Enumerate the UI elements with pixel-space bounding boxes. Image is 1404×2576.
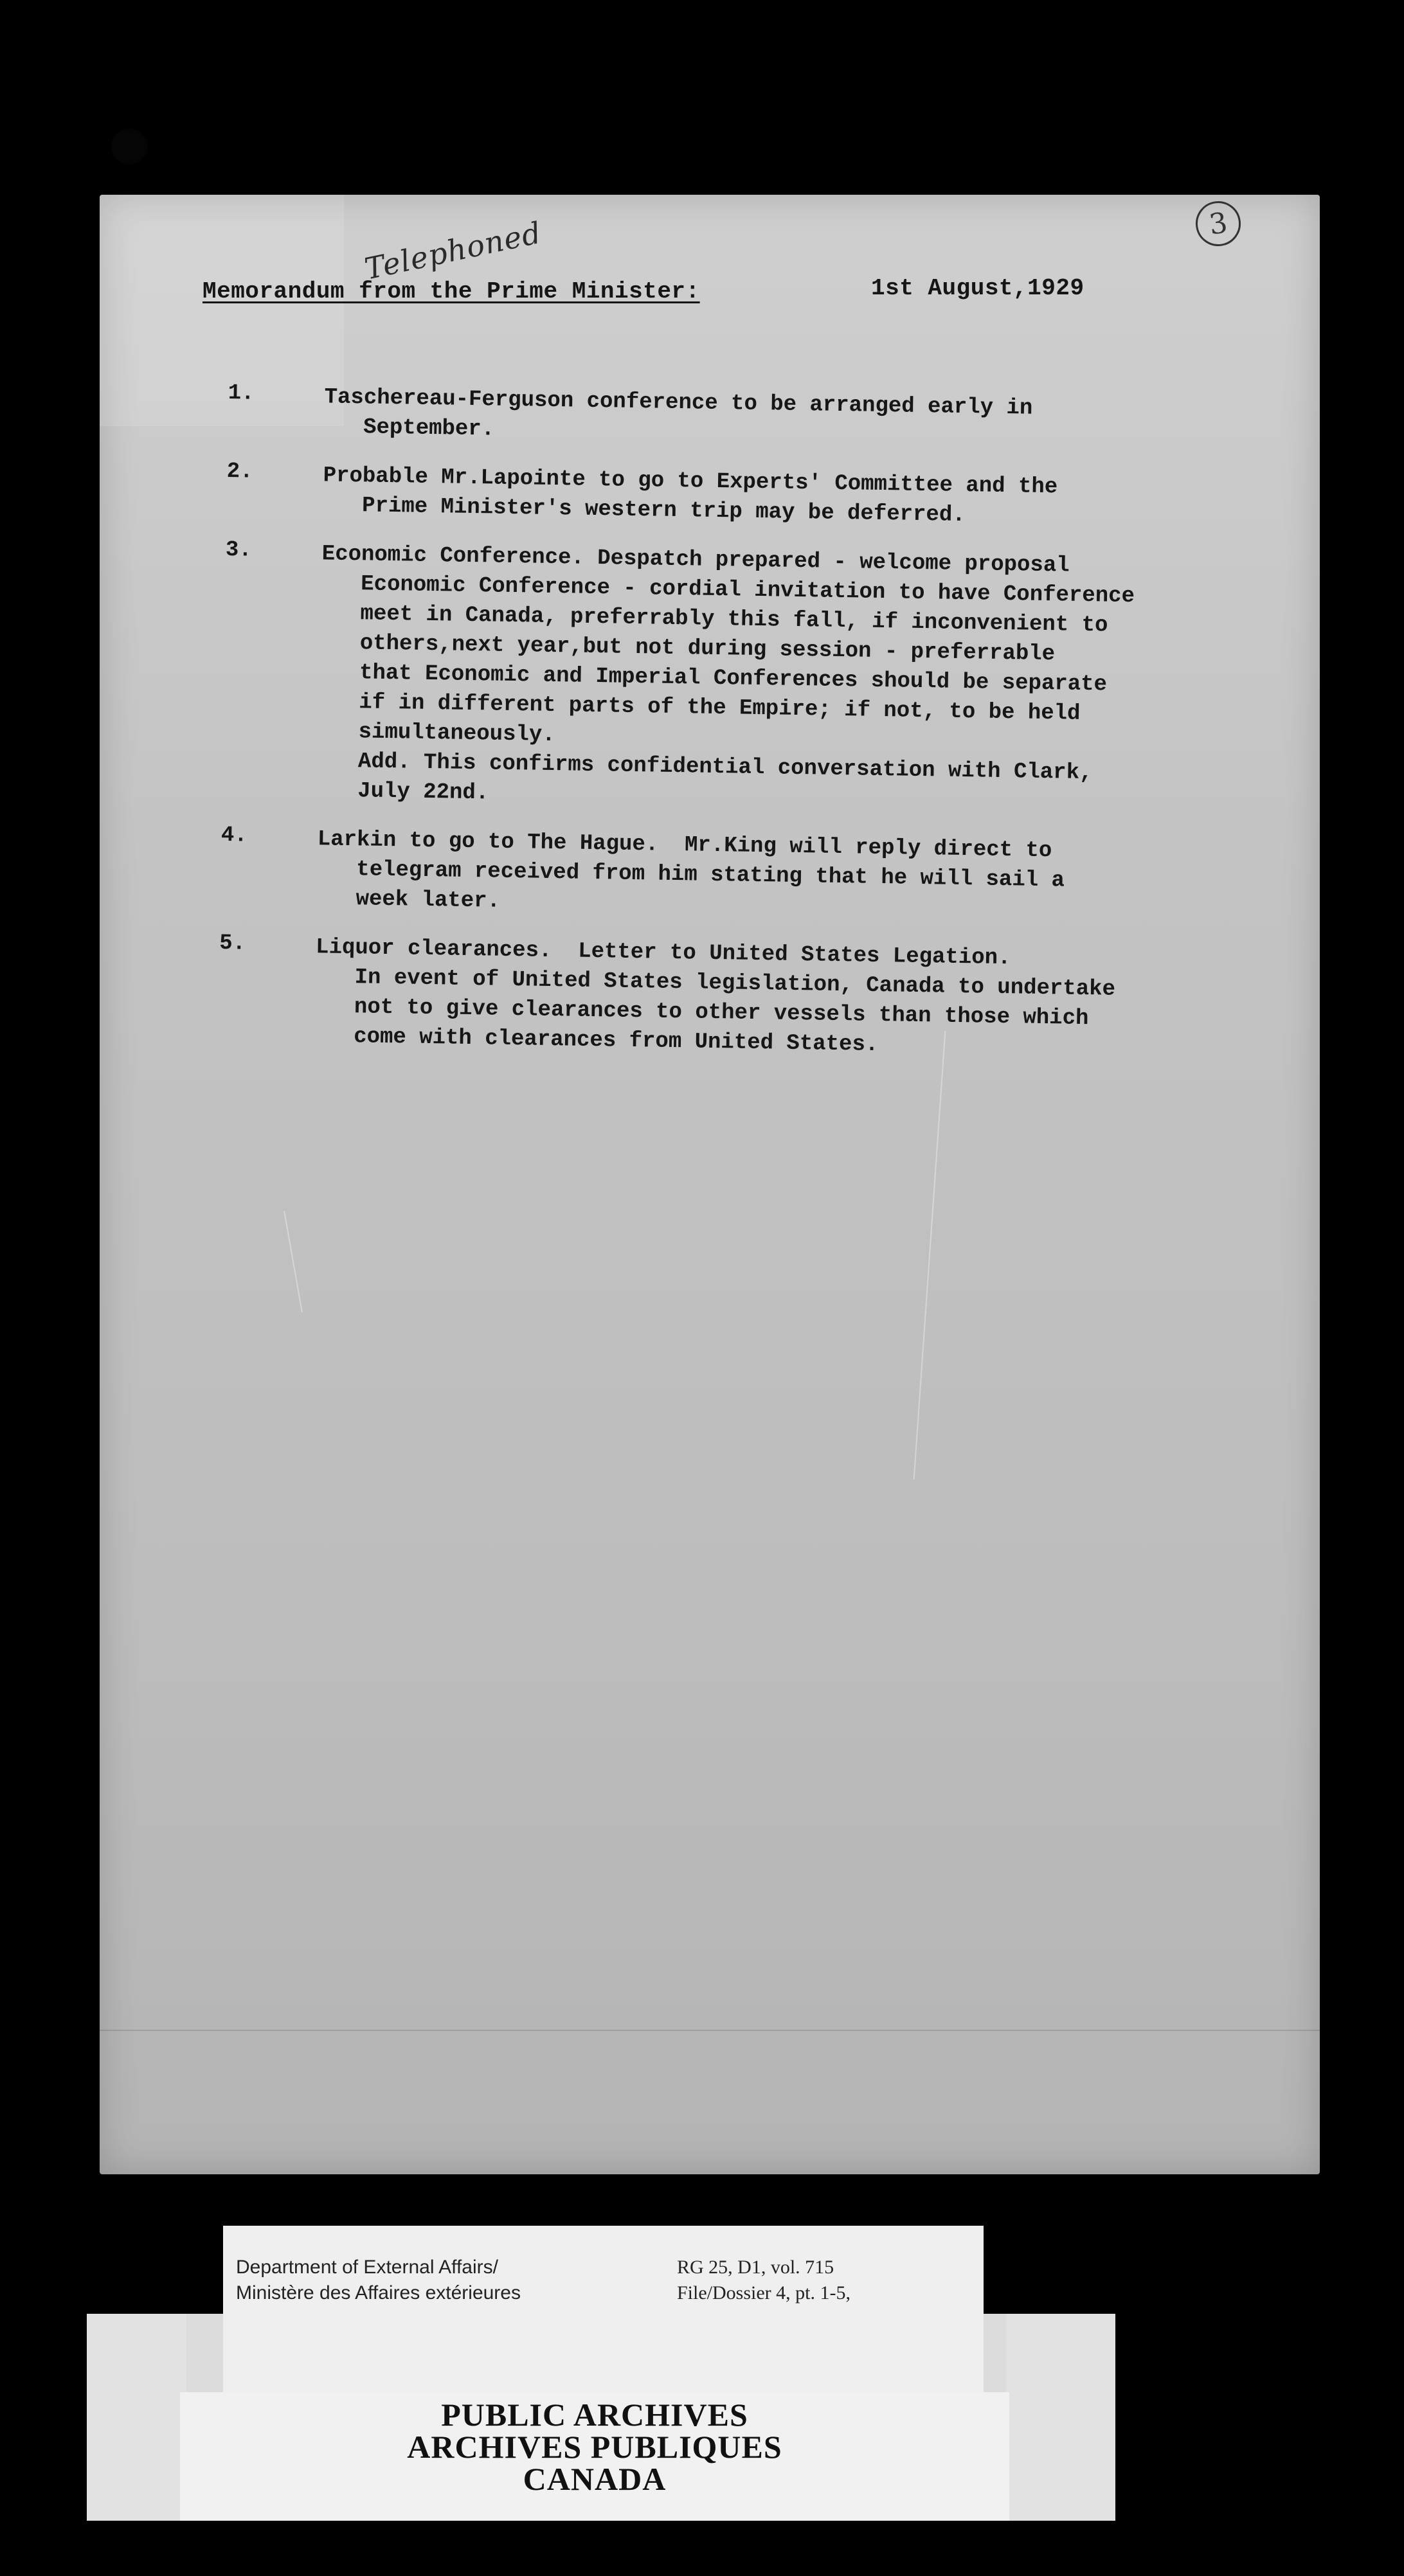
archive-reference-card (223, 2226, 984, 2397)
memo-item (220, 823, 1263, 928)
memo-date: 1st August,1929 (871, 275, 1084, 301)
handwritten-annotation: Telephoned (361, 215, 544, 287)
memo-heading: Memorandum from the Prime Minister: (203, 278, 700, 305)
item-number: 4. (221, 823, 248, 848)
memo-page (100, 195, 1320, 2174)
department-english: Department of External Affairs/ (236, 2257, 498, 2278)
memo-item (218, 931, 1261, 1066)
stamp-line-french: ARCHIVES PUBLIQUES (407, 2429, 782, 2465)
item-number: 3. (225, 537, 252, 563)
stamp-line-country: CANADA (523, 2461, 667, 2497)
item-text: Economic Conference. Despatch prepared - welcome proposal Economic Conference - cordial invitation to have Conference meet in Canada, preferrably this fall, if inconvenient to others,next year,but not during session - preferrable that Economic and Imperial Conferences should be separate if in different parts of the Empire; if not, to be held simultaneously. Add. This confirms confidential conversation with Clark, July 22nd. (318, 542, 1135, 806)
archive-reference-volume: RG 25, D1, vol. 715 (677, 2257, 834, 2278)
paper-scratch (914, 1031, 946, 1480)
page-number-text: 3 (1207, 206, 1230, 242)
punch-hole (111, 129, 147, 165)
item-text: Probable Mr.Lapointe to go to Experts' Committee and the Prime Minister's western trip may be deferred. (322, 463, 1058, 528)
stamp-line-english: PUBLIC ARCHIVES (441, 2397, 748, 2433)
memo-body (217, 381, 1270, 1085)
memo-item (226, 460, 1268, 535)
archive-label-left-tab (87, 2314, 186, 2521)
item-number: 1. (228, 381, 255, 406)
item-number: 5. (219, 931, 246, 956)
item-text: Taschereau-Ferguson conference to be arranged early in September. (323, 385, 1033, 442)
item-text: Larkin to go to The Hague. Mr.King will reply direct to telegram received from him stating that he will sail a week later. (316, 827, 1065, 914)
memo-item (222, 538, 1267, 820)
paper-fold-line (100, 2030, 1320, 2031)
item-text: Liquor clearances. Letter to United States Legation. In event of United States legislation, Canada to undertake not to give clearances to other vessels than those which come with clearances from United States. (314, 935, 1116, 1058)
page-number (1192, 198, 1243, 249)
memo-item (228, 381, 1270, 456)
archive-reference-file: File/Dossier 4, pt. 1-5, (677, 2282, 851, 2303)
item-number: 2. (226, 459, 253, 485)
archive-label-right-tab (1006, 2314, 1115, 2521)
paper-scratch (284, 1211, 303, 1312)
archive-stamp (180, 2392, 1009, 2521)
department-french: Ministère des Affaires extérieures (236, 2282, 521, 2303)
